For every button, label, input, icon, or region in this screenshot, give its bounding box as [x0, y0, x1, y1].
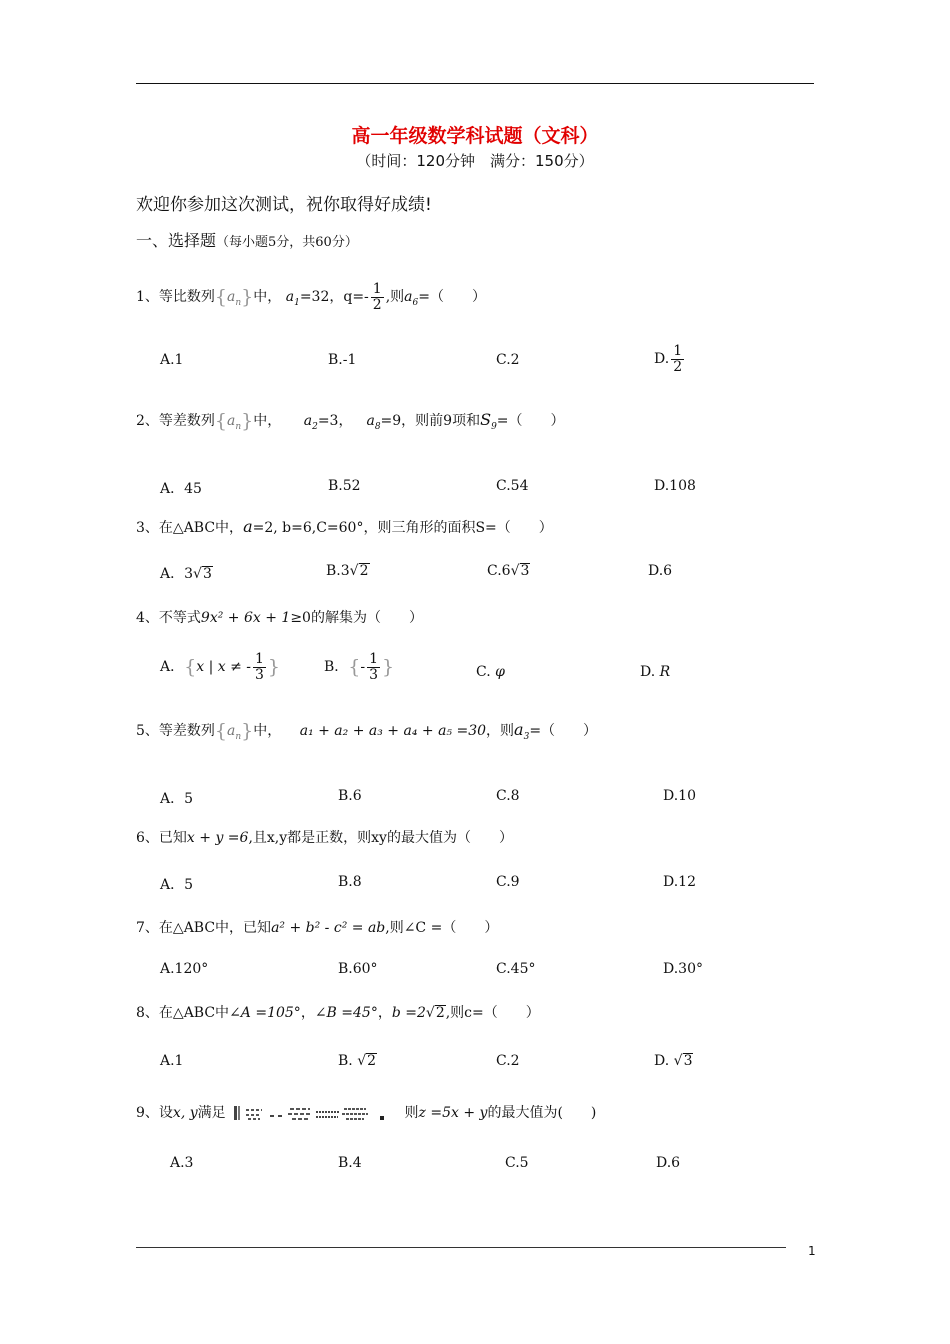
q6-option-b[interactable]: B.8	[338, 874, 362, 890]
q4-option-d[interactable]: D. R	[640, 664, 671, 680]
q1-option-a[interactable]: A.1	[160, 352, 184, 368]
q2-option-a[interactable]: A．45	[160, 481, 202, 497]
fraction: $\frac{1}{2}$	[372, 281, 382, 313]
q7-option-c[interactable]: C.45°	[496, 961, 536, 977]
page-number: 1	[808, 1244, 816, 1258]
q8-option-b[interactable]: B. √2	[338, 1053, 377, 1069]
question-8: 8、在△ABC中∠A =105°，∠B =45°，b =2√2,则c=（ ）	[136, 1005, 540, 1021]
q7-option-d[interactable]: D.30°	[663, 961, 703, 977]
section-heading: 一、选择题（每小题5分，共60分）	[136, 231, 358, 250]
question-9: 9、设x, y满足 则z =5x + y的最大值为( )	[136, 1105, 597, 1121]
q2-option-c[interactable]: C.54	[496, 478, 529, 494]
question-2: 2、等差数列$\{a_n\}$中， $a_2=3$， $a_8=9$，则前9项和$S_9=$（ ）	[136, 410, 565, 433]
q9-option-d[interactable]: D.6	[656, 1155, 681, 1171]
q2-option-b[interactable]: B.52	[328, 478, 361, 494]
exam-subtitle: （时间：120分钟 满分：150分）	[356, 152, 594, 170]
q5-option-b[interactable]: B.6	[338, 788, 362, 804]
footer-rule	[136, 1247, 786, 1248]
q1-option-d[interactable]: D. $\frac{1}{2}$	[654, 343, 683, 375]
q8-option-c[interactable]: C.2	[496, 1053, 520, 1069]
q3-option-d[interactable]: D.6	[648, 563, 673, 579]
question-5: 5、等差数列$\{a_n\}$中， a₁ + a₂ + a₃ + a₄ + a₅ =30，则$a_3=$（ ）	[136, 720, 598, 743]
q3-option-b[interactable]: B.3√2	[326, 563, 369, 579]
q2-option-d[interactable]: D.108	[654, 478, 696, 494]
q6-option-d[interactable]: D.12	[663, 874, 696, 890]
q5-option-a[interactable]: A．5	[160, 791, 194, 807]
question-7: 7、在△ABC中，已知a² + b² - c² = ab,则∠C =（ ）	[136, 920, 499, 936]
q9-option-b[interactable]: B.4	[338, 1155, 362, 1171]
q4-option-a[interactable]: A．{x | x ≠ - $\frac{1}{3}$ }	[160, 651, 281, 683]
q5-option-d[interactable]: D.10	[663, 788, 696, 804]
q6-option-c[interactable]: C.9	[496, 874, 520, 890]
welcome-text: 欢迎你参加这次测试，祝你取得好成绩!	[136, 195, 432, 215]
q1-option-c[interactable]: C.2	[496, 352, 520, 368]
header-rule	[136, 83, 814, 84]
question-4: 4、不等式9x² + 6x + 1≥0的解集为（ ）	[136, 610, 423, 626]
q8-option-d[interactable]: D. √3	[654, 1053, 693, 1069]
q6-option-a[interactable]: A．5	[160, 877, 194, 893]
constraint-system-image	[230, 1104, 400, 1122]
question-1: 1、等比数列$\{a_n\}$中， $a_1=32$，q=- $\frac{1}{2}$ ,则$a_6=$（ ）	[136, 281, 486, 313]
q1-option-b[interactable]: B.-1	[328, 352, 357, 368]
q9-option-a[interactable]: A.3	[170, 1155, 194, 1171]
exam-title: 高一年级数学科试题（文科）	[351, 125, 599, 147]
q8-option-a[interactable]: A.1	[160, 1053, 184, 1069]
q7-option-a[interactable]: A.120°	[160, 961, 209, 977]
q9-option-c[interactable]: C.5	[505, 1155, 529, 1171]
q4-option-c[interactable]: C. φ	[476, 664, 505, 680]
q3-option-a[interactable]: A．3√3	[160, 566, 212, 582]
q4-option-b[interactable]: B．{- $\frac{1}{3}$ }	[324, 651, 395, 683]
question-3: 3、在△ABC中，a=2, b=6,C=60°，则三角形的面积S=（ ）	[136, 517, 553, 536]
q5-option-c[interactable]: C.8	[496, 788, 520, 804]
q3-option-c[interactable]: C.6√3	[487, 563, 530, 579]
q7-option-b[interactable]: B.60°	[338, 961, 378, 977]
question-6: 6、已知x + y =6,且x,y都是正数，则xy的最大值为（ ）	[136, 830, 513, 846]
